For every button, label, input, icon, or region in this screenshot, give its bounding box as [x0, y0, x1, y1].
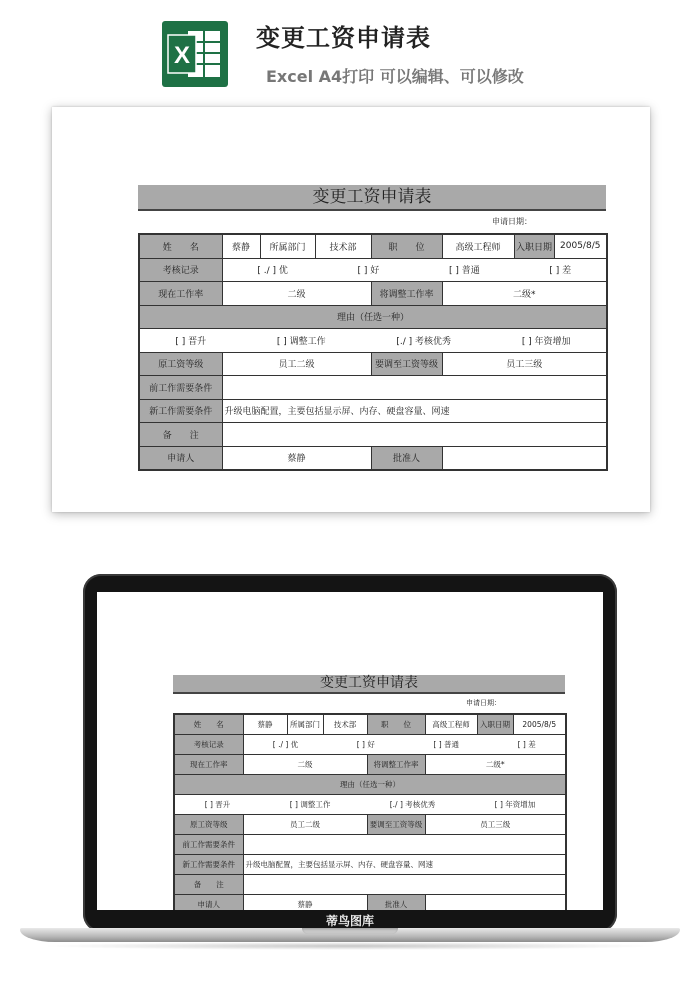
reason-option: [./ ] 考核优秀	[389, 800, 436, 809]
page-subtitle: Excel A4打印 可以编辑、可以修改	[266, 67, 524, 86]
page-title: 变更工资申请表	[256, 24, 431, 52]
applicant-label: 申请人	[139, 446, 222, 470]
original-grade-value: 员工二级	[243, 815, 367, 835]
table-row	[174, 835, 566, 855]
apply-date-label: 申请日期：	[492, 217, 532, 226]
original-grade-value[interactable]: 员工二级	[222, 352, 371, 376]
current-level-label: 现在工作率	[139, 282, 222, 306]
laptop-watermark: 蒂鸟图库	[325, 914, 374, 928]
target-grade-label: 要调至工资等级	[371, 352, 442, 376]
review-option[interactable]: [ ] 好	[357, 266, 380, 277]
dept-label: 所属部门	[260, 234, 315, 258]
table-row	[174, 775, 566, 795]
form-table	[173, 713, 567, 910]
new-requirement-value: 升级电脑配置，主要包括显示屏、内存、硬盘容量、网速	[243, 855, 566, 875]
table-row	[139, 234, 607, 258]
new-requirement-label: 新工作需要条件	[174, 855, 243, 875]
join-date-label: 入职日期	[477, 714, 513, 735]
review-option[interactable]: [ ] 普通	[448, 266, 480, 277]
table-row	[139, 423, 607, 447]
name-label: 姓 名	[174, 714, 243, 735]
review-option: [ ] 普通	[433, 740, 460, 749]
new-level-value: 二级*	[425, 755, 566, 775]
table-row	[139, 282, 607, 306]
reason-option[interactable]: [ ] 调整工作	[276, 336, 326, 347]
join-date-value: 2005/8/5	[513, 714, 566, 735]
target-grade-value: 员工三级	[425, 815, 566, 835]
dept-value[interactable]: 技术部	[315, 234, 371, 258]
reason-option[interactable]: [ ] 晋升	[175, 336, 207, 347]
applicant-value[interactable]: 蔡静	[222, 446, 371, 470]
reason-options	[174, 795, 566, 815]
salary-change-form-preview	[173, 675, 565, 910]
reason-option: [ ] 调整工作	[289, 800, 331, 809]
join-date-value[interactable]: 2005/8/5	[554, 234, 607, 258]
table-row	[174, 855, 566, 875]
current-level-value: 二级	[243, 755, 367, 775]
sheet-preview-card	[52, 107, 650, 512]
original-grade-label: 原工资等级	[174, 815, 243, 835]
review-option[interactable]: [ ] 差	[549, 266, 572, 277]
reason-header: 理由（任选一种）	[139, 305, 607, 329]
approver-label: 批准人	[371, 446, 442, 470]
table-row	[139, 258, 607, 282]
target-grade-value[interactable]: 员工三级	[442, 352, 607, 376]
reason-option: [ ] 年资增加	[494, 800, 536, 809]
current-level-value[interactable]: 二级	[222, 282, 371, 306]
review-option[interactable]: [ ./ ] 优	[257, 266, 288, 277]
reason-options	[139, 329, 607, 353]
remark-value	[243, 875, 566, 895]
table-row	[139, 352, 607, 376]
salary-change-form	[138, 185, 606, 471]
form-table	[138, 233, 608, 471]
remark-label: 备 注	[139, 423, 222, 447]
name-value: 蔡静	[243, 714, 287, 735]
new-level-value[interactable]: 二级*	[442, 282, 607, 306]
table-row	[174, 895, 566, 911]
review-options	[222, 258, 607, 282]
laptop-notch	[302, 928, 398, 934]
reason-header: 理由（任选一种）	[174, 775, 566, 795]
form-title: 变更工资申请表	[173, 675, 565, 694]
review-option: [ ./ ] 优	[272, 740, 299, 749]
table-row	[174, 735, 566, 755]
name-value[interactable]: 蔡静	[222, 234, 260, 258]
target-grade-label: 要调至工资等级	[367, 815, 425, 835]
prev-requirement-value[interactable]	[222, 376, 607, 400]
review-label: 考核记录	[139, 258, 222, 282]
review-option: [ ] 好	[356, 740, 375, 749]
remark-label: 备 注	[174, 875, 243, 895]
table-row	[139, 446, 607, 470]
reason-option: [ ] 晋升	[204, 800, 231, 809]
position-value[interactable]: 高级工程师	[442, 234, 514, 258]
review-option: [ ] 差	[517, 740, 536, 749]
name-label: 姓 名	[139, 234, 222, 258]
laptop-shadow	[40, 942, 660, 950]
prev-requirement-value	[243, 835, 566, 855]
reason-option[interactable]: [./ ] 考核优秀	[396, 336, 452, 347]
table-row	[174, 755, 566, 775]
applicant-label: 申请人	[174, 895, 243, 911]
approver-label: 批准人	[367, 895, 425, 911]
new-level-label: 将调整工作率	[371, 282, 442, 306]
prev-requirement-label: 前工作需要条件	[174, 835, 243, 855]
table-row	[174, 795, 566, 815]
table-row	[174, 815, 566, 835]
review-options	[243, 735, 566, 755]
current-level-label: 现在工作率	[174, 755, 243, 775]
prev-requirement-label: 前工作需要条件	[139, 376, 222, 400]
new-requirement-value[interactable]: 升级电脑配置，主要包括显示屏、内存、硬盘容量、网速	[222, 399, 607, 423]
original-grade-label: 原工资等级	[139, 352, 222, 376]
table-row	[139, 376, 607, 400]
table-row	[139, 399, 607, 423]
apply-date-label: 申请日期：	[466, 699, 501, 707]
table-row	[139, 329, 607, 353]
table-row	[139, 305, 607, 329]
table-row	[174, 714, 566, 735]
remark-value[interactable]	[222, 423, 607, 447]
reason-option[interactable]: [ ] 年资增加	[521, 336, 571, 347]
position-label: 职 位	[371, 234, 442, 258]
new-requirement-label: 新工作需要条件	[139, 399, 222, 423]
approver-value	[425, 895, 566, 911]
excel-logo-icon	[162, 21, 228, 87]
dept-label: 所属部门	[287, 714, 323, 735]
applicant-value: 蔡静	[243, 895, 367, 911]
position-label: 职 位	[367, 714, 425, 735]
new-level-label: 将调整工作率	[367, 755, 425, 775]
join-date-label: 入职日期	[514, 234, 554, 258]
laptop-screen	[97, 592, 603, 910]
approver-value[interactable]	[442, 446, 607, 470]
position-value: 高级工程师	[425, 714, 477, 735]
dept-value: 技术部	[323, 714, 367, 735]
logo-letter: X	[173, 42, 191, 69]
table-row	[174, 875, 566, 895]
form-title: 变更工资申请表	[138, 185, 606, 211]
review-label: 考核记录	[174, 735, 243, 755]
